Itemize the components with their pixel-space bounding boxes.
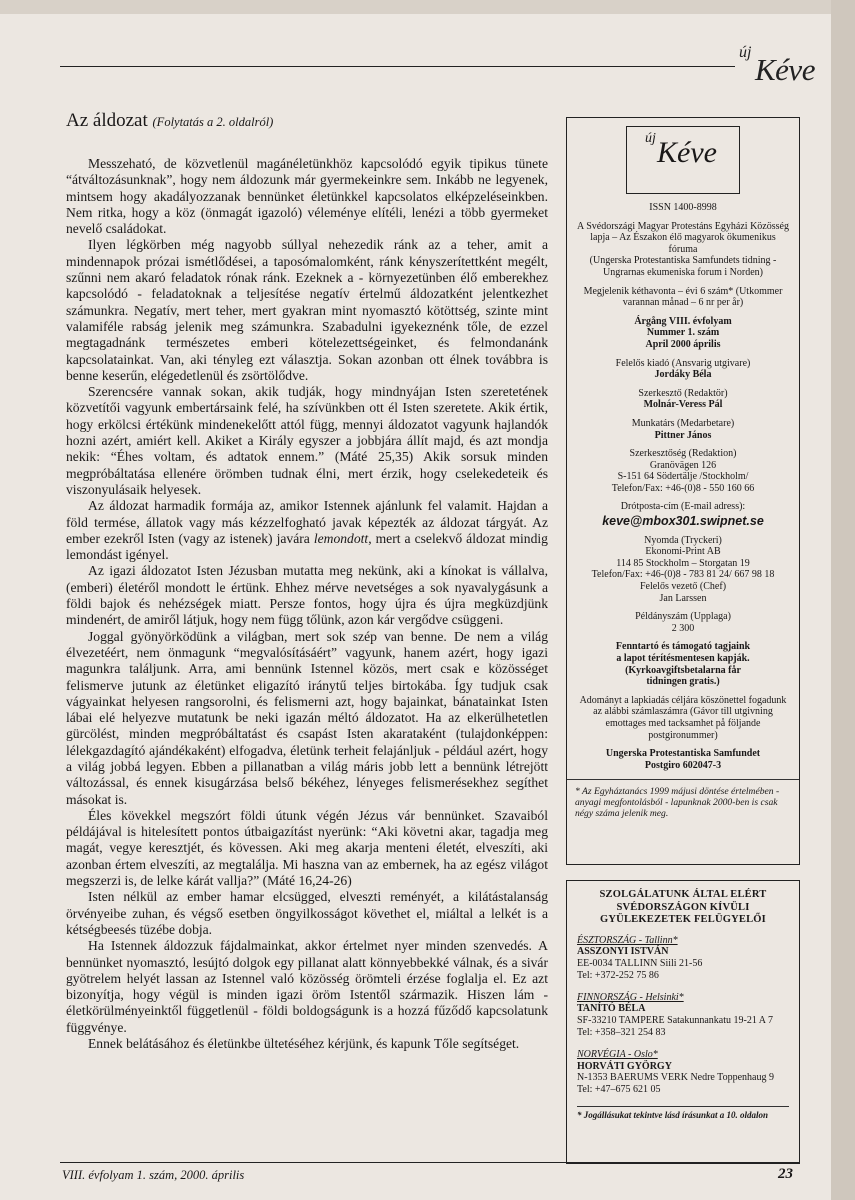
article-paragraph (66, 498, 548, 563)
article-paragraph: Joggal gyönyörködünk a világban, mert sok szép van benne. De nem a világ élvezetéért, nem önmagunk “megvalósításáért” vagyunk, hanem azért, hogy igazi magunkra találjunk. Arra, ami bennünk Istennel közös, mert csak e közösséget felismerve jutunk az életünket eligazító iránytű teljes birtokába. Így tudjuk csak vágyainkat helyesen rangsorolni, és felismerni azt, hogy bajainkat, bánatainkat Isten lábai elé helyezve mutatunk be neki igazán méltó áldozatot. Ha az elkerülhetetlen gürcölést, minden megpróbáltatást és csapást Isten akarataként (tulajdonképpen: lélekgazdagító ajándékaként) elfogadva, életünk terheit felajánljuk - például azért, hogy a világ jobbá legyen. Ebben a pillanatban a világ máris jobb lett a bennünk létrejött változással, és ennek kisugárzása belső békéhez, lényeges felismerésekhez segíthet másokat is. (66, 628, 548, 807)
masthead-keve: Kéve (755, 52, 815, 87)
entry-phone: Tel: +358–321 254 83 (577, 1027, 666, 1039)
office-label: Szerkesztőség (Redaktion) (629, 448, 737, 460)
page-edge-right (831, 0, 855, 1200)
issue-number: Nummer 1. szám (646, 327, 720, 339)
editor-label: Szerkesztő (Redaktör) (638, 387, 728, 399)
masthead-logo (737, 40, 827, 88)
entry-place: ÉSZTORSZÁG - Tallinn* (577, 934, 678, 946)
colophon-footnote: * Az Egyháztanács 1999 májusi döntése értelmében - anyagi megfontolásból - lapunknak 2000-ben is csak négy száma jelenik meg. (575, 786, 780, 820)
printer-label: Nyomda (Tryckeri) (644, 534, 722, 546)
printer-phone: Telefon/Fax: +46-(0)8 - 783 81 24/ 667 98 18 (591, 569, 775, 581)
account-name: Ungerska Protestantiska Samfundet (605, 748, 761, 760)
copies-label: Példányszám (Upplaga) (635, 611, 731, 623)
free-note-4: tidningen gratis.) (646, 676, 720, 688)
issue-date: April 2000 április (645, 338, 721, 350)
free-note-1: Fenntartó és támogató tagjaink (615, 641, 751, 653)
printer-address: 114 85 Stockholm – Storgatan 19 (616, 557, 750, 569)
issn: ISSN 1400-8998 (649, 202, 717, 213)
article-paragraph: Ilyen légkörben még nagyobb súllyal nehezedik ránk az a teher, amit a mindennapok prózai ismétlődései, a taposómalomként, ránk kényszerítettként megélt, szűnni nem akaró feladatok rónak ránk. Ezeknek a - környezetünben élő emberekhez kapcsolódó - feladatoknak a teljesítése negatív értelmű áldozatként jelentkezhet számunkra. Negatív, mert teher, mert gyakran mint nyomasztó kötöttség, szinte mint valamiféle rabság jelenik meg számunkra. Szabadulni igyekeznénk tőle, de ezzel megtagadnánk természetes emberi kötelezettségeinket, és felmondanánk kapcsolatainkat. Van, aki tényleg ezt választja. Sokan azonban ott élnek továbbra is benne keserűn, elégedetlenül és zsörtölődve. (66, 237, 548, 383)
frequency: Megjelenik kéthavonta – évi 6 szám* (Utkommer varannan månad – 6 nr per år) (583, 285, 783, 309)
colophon-logo-keve: Kéve (657, 136, 717, 169)
congregation-entry (577, 935, 789, 982)
footer-issue: VIII. évfolyam 1. szám, 2000. április (62, 1168, 245, 1182)
staff-name: Pittner János (654, 429, 712, 441)
email-label: Drótposta-cím (E-mail adress): (620, 501, 746, 513)
free-note-3: (Kyrkoavgiftsbetalarna får (625, 664, 741, 676)
article-title-note: (Folytatás a 2. oldalról) (152, 115, 274, 129)
article-paragraph: Éles kövekkel megszórt földi útunk végén Jézus vár bennünket. Szavaiból példájával is hitelesített pontos útbaigazítást nyerünk: “Aki követni akar, tagadja meg magát, vegye keresztjét, és kövessen. Aki meg akarja menteni életét, elveszíti, aki azonban értem elveszíti, az megtalálja. Mi haszna van az embernek, ha az egész világot megszerzi is, de lelke kárát vallja?” (Máté 16,24-26) (66, 807, 548, 889)
heading-line-1: SZOLGÁLATUNK ÁLTAL ELÉRT (599, 889, 767, 900)
colophon-logo (626, 126, 740, 194)
paragraph-text: Az áldozat harmadik formája az, amikor Istennek ajánlunk fel valamit. Hajdan a föld termése, állatok vagy más kézzelfogható javak képezték az áldozat tárgyát. Az ember ezekről Isten (vagy az istenek) javára (66, 498, 548, 546)
entry-phone: Tel: +372-252 75 86 (577, 969, 659, 981)
publisher-label: Felelős kiadó (Ansvarig utgivare) (615, 357, 751, 369)
office-city: S-151 64 Södertälje /Stockholm/ (617, 471, 749, 483)
editor-name: Molnár-Veress Pál (643, 399, 723, 411)
article-paragraph: Isten nélkül az ember hamar elcsügged, elveszti reményét, a kilátástalanság örvényeibe zuhan, és végső esetben öngyilkosságot követhet el, miáltal a lelkét is a kétségbeesés tüzébe dobja. (66, 889, 548, 937)
entry-address: N-1353 BAERUMS VERK Nedre Toppenhaug 9 (577, 1072, 774, 1084)
email-address: keve@mbox301.swipnet.se (602, 514, 764, 529)
article-paragraph: Ennek belátásához és életünkbe ültetéséhez kérjünk, és kapunk Tőle segítséget. (88, 1036, 520, 1052)
entry-place: FINNORSZÁG - Helsinki* (577, 991, 684, 1003)
emphasis-lemondott: lemondott (313, 530, 369, 546)
printer-head-label: Felelős vezető (Chef) (639, 581, 727, 593)
article-paragraph: Az igazi áldozatot Isten Jézusban mutatta meg nekünk, aki a kínokat is vállalva, (emberi) életéről mondott le értünk. Ehhez mérve nevetséges a sok nyavalygásunk a földi bajok és nehézségek miatt. Persze fontos, hogy újra és újra megküzdjünk mindenért, de amiről látjuk, hogy nem függ tőlünk, azon kár vergődve csüggeni. (66, 563, 548, 628)
footer-rule (60, 1162, 800, 1163)
header-rule (60, 66, 735, 67)
volume: Árgång VIII. évfolyam (634, 315, 732, 327)
entry-address: EE-0034 TALLINN Siili 21-56 (577, 958, 703, 970)
entry-phone: Tel: +47–675 621 05 (577, 1084, 661, 1096)
article-paragraph: Szerencsére vannak sokan, akik tudják, hogy mindnyájan Isten szeretetének közvetítői vagyunk embertársaink felé, ha szívünkben ott él Isten szeretete. Akik értik, hogy erkölcsi értékünk mindenekelőtt attól függ, mennyi áldozatot vagyunk hajlandók hozni azért, amiért kell. Akiket a Király egyszer a jobbjára állít majd, és azt mondja nekik: “Éhes voltam, és adtatok ennem.” (Máté 25,35) Akik sorsuk minden megpróbáltatása ellenére örömben tudnak élni, mert érzik, hogy cselekedeteik és viszonyulásaik helyesek. (66, 384, 548, 497)
article-paragraph: Messzeható, de közvetlenül magánéletünkhöz kapcsolódó egyik tipikus tünete “átváltozásunknak”, hogy nem áldozunk már gyermekeinkre sem. Inkább ne legyenek, mintsem hogy akadályozzanak bennünket életünkkel kapcsolatos elképzeléseinkben. Nem ritka, hogy a köz (önmagát igazoló) véleménye elítéli, lenézi a több gyermeket nevelő családokat. (66, 156, 548, 237)
heading-line-2: SVÉDORSZÁGON KÍVÜLI (616, 901, 750, 913)
printer-name: Ekonomi-Print AB (645, 546, 721, 558)
office-address: Granövägen 126 (649, 459, 717, 471)
colophon-box (566, 117, 800, 865)
staff-label: Munkatárs (Medarbetare) (631, 417, 735, 429)
free-note-2: a lapot térítésmentesen kapják. (616, 653, 750, 664)
entry-name: ASSZONYI ISTVÁN (577, 946, 669, 958)
donation-note: Adományt a lapkiadás céljára köszönettel fogadunk az alábbi számlaszámra (Gávor till utgivning emottages med tacksamhet på följande postgironummer) (579, 694, 787, 741)
congregations-box (566, 880, 800, 1164)
article-paragraph: Ha Istennek áldozzuk fájdalmainkat, akkor értelmet nyer minden szenvedés. A bennünket nyomasztó, lesújtó dolgok egy pillanat alatt könnyebbekké válnak, és a sivár gyötrelem helyét lassan az Istennel való közösség örömteli érzése foglalja el. Ez azt bizonyítja, hogy végül is minden igazi öröm Istentől származik. Hiszen lám - életkörülményeinktől függetlenül - földi boldogságunk is a hozzá fűződő kapcsolatunk függvénye. (66, 938, 548, 1035)
colophon-divider (567, 779, 799, 780)
description-sv: (Ungerska Protestantiska Samfundets tidning - Ungrarnas ekumeniska forum i Norden) (589, 255, 777, 278)
publisher-name: Jordáky Béla (654, 369, 712, 381)
article-title (66, 110, 273, 132)
colophon-logo-uj: új (645, 131, 656, 146)
article-title-text: Az áldozat (66, 110, 148, 131)
congregation-entry (577, 1049, 789, 1096)
copies-count: 2 300 (671, 622, 695, 634)
entry-name: TANÍTÓ BÉLA (577, 1003, 646, 1015)
page-edge-top (0, 0, 855, 14)
masthead-uj: új (739, 44, 752, 61)
paragraph-tail: , mert a cselekvő áldozat mindig lemondást igényel. (66, 530, 548, 563)
entry-place: NORVÉGIA - Oslo* (577, 1048, 658, 1060)
article-body (66, 156, 548, 1052)
congregation-entry (577, 992, 789, 1039)
account-number: Postgiro 602047-3 (644, 759, 722, 771)
entry-address: SF-33210 TAMPERE Satakunnankatu 19-21 A 7 (577, 1015, 773, 1027)
congregations-note: * Jogállásukat tekintve lásd írásunkat a 10. oldalon (577, 1106, 789, 1122)
heading-line-3: GYÜLEKEZETEK FELÜGYELŐI (600, 914, 766, 925)
office-phone: Telefon/Fax: +46-(0)8 - 550 160 66 (611, 482, 755, 494)
congregations-heading (577, 889, 789, 927)
printer-head-name: Jan Larssen (659, 592, 707, 604)
page-number: 23 (778, 1166, 793, 1182)
entry-name: HORVÁTI GYÖRGY (577, 1060, 672, 1072)
description-hu: A Svédországi Magyar Protestáns Egyházi Közösség lapja – Az Északon élő magyarok ökumenikus fóruma (577, 220, 789, 255)
